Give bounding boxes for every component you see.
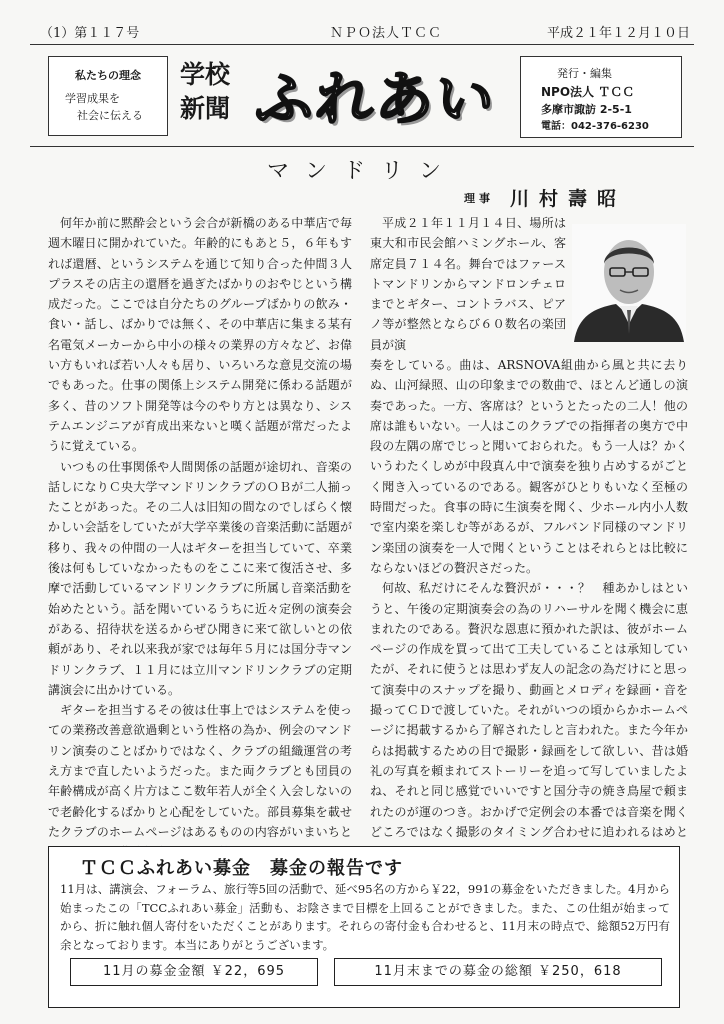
motto-title: 私たちの理念 [75, 69, 141, 82]
masthead-label [180, 58, 230, 126]
masthead-divider [30, 146, 694, 147]
header-org: ＮＰＯ法人ＴＣＣ [330, 26, 443, 41]
paragraph: 何故、私だけにそんな贅沢が・・・？ 種あかしはというと、午後の定期演奏会の為のリハーサルを聞く機会に恵まれたのである。贅沢な恩恵に預かれた訳は、彼がホームページの作成を買って出て工夫していることは承知していたが、それに使うとは思わず友人の記念の為だけにと思って演奏中のスナップを撮り、動画とメロディを録画・音を撮ってＣＤで渡していた。それがいつの頃からかホームページに掲載するから了解されたしと言われた。また今年からは掲載するための目で撮影・録画をして欲しい、昔は婚礼の写真を頼まれてストーリーを追って写していましたよね、それと同じ感覚でいいですと国分寺の焼き鳥屋で頼まれたのが運のつき。おかげで定例会の本番では音楽を聞くどころではなく撮影のタイミング合わせに追われるはめと [370, 581, 688, 839]
publisher-role: 発行・編集 [557, 67, 612, 80]
publisher-address: 多摩市諏訪 2-5-1 [541, 103, 632, 116]
author-photo [572, 224, 686, 342]
article-column-right-top [370, 213, 566, 355]
paragraph: ギターを担当するその彼は仕事上ではシステムを使っての業務改善意欲過剰という性格の為か、例会のマンドリン演奏のことばかりではなく、クラブの組織運営の考え方まで直したいようだった。また両クラブとも団員の年齢構成が高く片方はここ数年若人が全く入会しないので老齢化するばかりと心配をしていた。部員募集を載せたクラブのホームページはあるものの内容がいまいちと [48, 703, 352, 839]
fund-report-body: 11月は、講演会、フォーラム、旅行等5回の活動で、延べ95名の方から￥22，991の募金をいただきました。4月から始まったこの「TCCふれあい募金」活動も、お陰さまで目標を上回ることができました。また、この仕組が始まってから、折に触れ個人寄付をいただくことがあります。それらの寄付金も合わせると、11月末の時点で、総額52万円有余となっております。本当にありがとうございます。 [60, 882, 670, 952]
paragraph: 奏をしている。曲は、ARSNOVA組曲から風と共に去りぬ、山河緑照、山の印象までの数曲で、ほとんど通しの演奏であった。一方、客席は？というとたったの二人！他の席は誰もいない。一人はこのクラブでの指揮者の奥方で中段の左隅の席でじっと聞いておられた。もう一人は？かくいうわたくしめが中段真ん中で演奏を独り占めするがごとく聞き入っているのである。観客がひとりもいなく至極の時間だった。食事の時に生演奏を聞く、少ホール内小人数で室内楽を楽しむ等があるが、フルバンド同様のマンドリン楽団の演奏を一人で聞くということはそれらとは比較にならないほどの贅沢さだった。 [370, 358, 688, 575]
article-column-left [48, 213, 352, 863]
motto-line2: 社会に伝える [77, 109, 143, 122]
article-title: マンドリン [266, 159, 457, 184]
author-name: 川村壽昭 [510, 188, 627, 210]
motto-line1: 学習成果を [65, 92, 120, 105]
paragraph: いつもの仕事関係や人間関係の話題が途切れ、音楽の話しになりＣ央大学マンドリンクラブのＯＢが二人揃ったことがあった。その二人は旧知の間なのでしばらく懐かしい会話をしていたが大学卒業後の音楽活動に話題が移り、我々の仲間の一人はギターを担当していて、卒業後は何もしていなかったものをここに来て復活させ、多摩で活動しているマンドリンクラブに所属し音楽活動を始めたという。話を聞いているうちに近々定例の演奏会がある、招待状を送るからぜひ聞きに来て欲しいとの依頼があり、それ以来我が家では毎年５月には国分寺マンドリンクラブ、１１月には立川マンドリンクラブの定期講演会に出かけている。 [48, 459, 352, 697]
portrait-image [572, 224, 686, 342]
paragraph: 何年か前に黙酔会という会合が新橋のある中華店で毎週木曜日に開かれていた。年齢的にもあと５，６年もすれば還暦、というシステムを通じて知り合った仲間３人プラスその店主の還暦を過ぎたばかりのおやじという構成だった。ここでは自分たちのグループばかりの飲み・食い・話し、ばかりでは無く、その中華店に集まる某有名電気メーカーから中小の様々の業界の方々など、お偉い方もいれば若い人々も居り、いろいろな意見交流の場でもあった。仕事の関係上システム開発に係わる話題が多く、昔のソフト開発等は今のやり方とは異なり、システムエンジニアが育成出来ないと嘆く話題が常だったように覚えている。 [48, 216, 352, 454]
monthly-donation-amount: 11月の募金金額 ￥22，695 [70, 958, 318, 986]
fund-report-title: ＴＣＣふれあい募金 募金の報告です [80, 858, 403, 879]
publisher-box [520, 56, 682, 138]
total-donation-amount: 11月末までの募金の総額 ￥250，618 [334, 958, 662, 986]
issue-date: 平成２１年１２月１０日 [546, 26, 690, 41]
motto-box [48, 56, 168, 136]
issue-header [30, 22, 694, 46]
header-divider [30, 44, 694, 45]
paragraph: 平成２１年１１月１４日、場所は東大和市民会館ハミングホール、客席定員７１４名。舞台ではファーストマンドリンからマンドロンチェロまでとギター、コントラバス、ピアノ等が整然とならび６０数名の楽団員が演 [370, 216, 566, 352]
publisher-name: NPO法人 ＴＣＣ [541, 85, 635, 99]
issue-number: （1）第１１７号 [40, 26, 140, 41]
publisher-phone: 電話：042-376-6230 [541, 121, 649, 132]
masthead-line1: 学校 [180, 60, 231, 89]
author-role: 理事 [464, 192, 494, 205]
masthead-line2: 新聞 [180, 94, 231, 123]
article-column-right [370, 355, 688, 862]
masthead-title: ふれあい [253, 65, 499, 133]
